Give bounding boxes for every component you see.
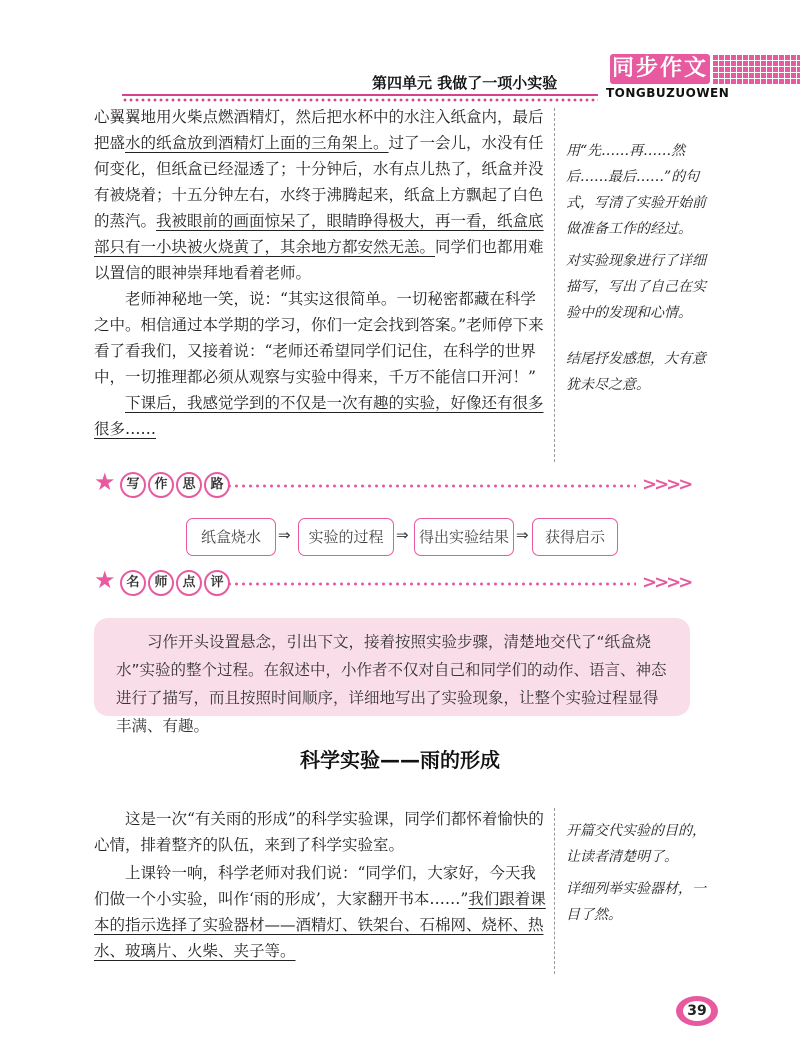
unit-title: 第四单元 我做了一项小实验	[372, 74, 558, 92]
side-note: 开篇交代实验的目的，让读者清楚明了。	[566, 823, 706, 865]
double-arrow-icon: ⇒	[396, 526, 409, 544]
section-teacher-comment	[94, 566, 691, 598]
essay1-paragraph-2: 老师神秘地一笑，说：“其实这很简单。一切秘密都藏在科学之中。相信通过本学期的学习，你们一定会找到答案。”老师停下来看了看我们，又接着说：“老师还希望同学们记住，在科学的世界中，一切推理都必须从观察与实验中得来，千万不能信口开河！”	[94, 290, 544, 386]
text-run: 心翼翼地用火柴点燃酒精灯，然后把水杯中的水注入纸盒内，最后把盛	[94, 108, 544, 152]
text-run: 分钟左右，水终于沸腾起来，纸盒上方飘起了白色的蒸汽。	[94, 186, 544, 230]
underlined-text: 我被眼前的	[156, 212, 234, 230]
side-note: 结尾抒发感想，大有意犹未尽之意。	[566, 351, 706, 393]
side-note: 用“先……再……然后……最后……”的句式，写清了实验开始前做准备工作的经过。	[566, 143, 706, 237]
comment-box	[94, 618, 690, 735]
brand-subtitle: TONGBUZUOWEN	[606, 86, 730, 100]
section-label	[120, 570, 230, 596]
star-icon: ★	[94, 566, 116, 594]
side-note: 对实验现象进行了详细描写，写出了自己在实验中的发现和心情。	[566, 253, 706, 321]
side-notes-1	[566, 138, 712, 404]
text-run: 上课铃一响，科学老师对我们说：“同学们，大家好，今天我们做一个小实验，叫作‘雨的形成’，大家翻开书本……”	[94, 864, 536, 908]
star-icon: ★	[94, 468, 116, 496]
underlined-text: 我们跟着课本的指示选择了实验器材——酒精灯、铁架台、石棉网、烧杯、热水、玻璃片、火柴、夹子等。	[94, 890, 546, 960]
brand-grid-decoration	[712, 54, 800, 84]
essay-title: 科学实验——雨的形成	[300, 748, 500, 772]
arrows-icon: >>>>	[642, 572, 691, 593]
dotted-rule	[226, 582, 636, 586]
label-char: 思	[176, 472, 202, 498]
flow-step: 获得启示	[532, 518, 618, 556]
text-run: 老师。	[264, 264, 312, 282]
label-char: 作	[148, 472, 174, 498]
essay2-paragraph-1: 这是一次“有关雨的形成”的科学实验课，同学们都怀着愉快的心情，排着整齐的队伍，来到了科学实验室。	[94, 810, 544, 854]
margin-divider	[554, 808, 556, 974]
essay1-paragraph-1	[94, 104, 544, 286]
essay1-body	[94, 104, 544, 442]
label-char: 写	[120, 472, 146, 498]
underlined-text: 画面惊呆了，眼睛睁得极大，	[233, 212, 436, 230]
header-dots	[122, 97, 598, 103]
section-writing-approach	[94, 468, 691, 500]
label-char: 师	[148, 570, 174, 596]
text-run: 但纸盒已经湿透了；十分钟后，水有点儿热了，纸盒并没有被烧着；十五	[94, 160, 544, 204]
label-char: 路	[204, 472, 230, 498]
side-note: 详细列举实验器材，一目了然。	[566, 881, 706, 923]
flow-step: 得出实验结果	[414, 518, 514, 556]
label-char: 评	[204, 570, 230, 596]
underlined-text: 其余地方都安然无恙。	[280, 238, 436, 256]
double-arrow-icon: ⇒	[516, 526, 529, 544]
flow-step: 实验的过程	[298, 518, 394, 556]
essay1-paragraph-3: 下课后，我感觉学到的不仅是一次有趣的实验，好像还有很多很多……	[94, 394, 544, 438]
margin-divider	[554, 108, 556, 462]
page-number-badge	[676, 996, 718, 1028]
essay2-body	[94, 806, 546, 964]
comment-text: 习作开头设置悬念，引出下文，接着按照实验步骤，清楚地交代了“纸盒烧水”实验的整个过程。在叙述中，小作者不仅对自己和同学们的动作、语言、神态进行了描写，而且按照时间顺序，详细地写出了实验现象，让整个实验过程显得丰满、有趣。	[116, 633, 667, 735]
essay2-paragraph-2	[94, 860, 546, 964]
page-number: 39	[683, 1001, 711, 1021]
text-run: 同学们也都用难以置信的眼神崇拜地看着	[94, 238, 544, 282]
text-run: 过了一会儿，水没有任何变化，	[94, 134, 544, 178]
label-char: 点	[176, 570, 202, 596]
underlined-text: 再一看，纸盒底部只有一小块被火烧黄了，	[94, 212, 544, 256]
brand-title: 同步作文	[610, 54, 710, 84]
label-char: 名	[120, 570, 146, 596]
underlined-text: 水的纸盒放到酒精灯上面的三角架上。	[125, 134, 389, 152]
side-notes-2	[566, 818, 712, 934]
flow-step: 纸盒烧水	[186, 518, 276, 556]
dotted-rule	[226, 484, 636, 488]
header-rule	[122, 94, 598, 96]
section-label	[120, 472, 230, 498]
arrows-icon: >>>>	[642, 474, 691, 495]
double-arrow-icon: ⇒	[278, 526, 291, 544]
